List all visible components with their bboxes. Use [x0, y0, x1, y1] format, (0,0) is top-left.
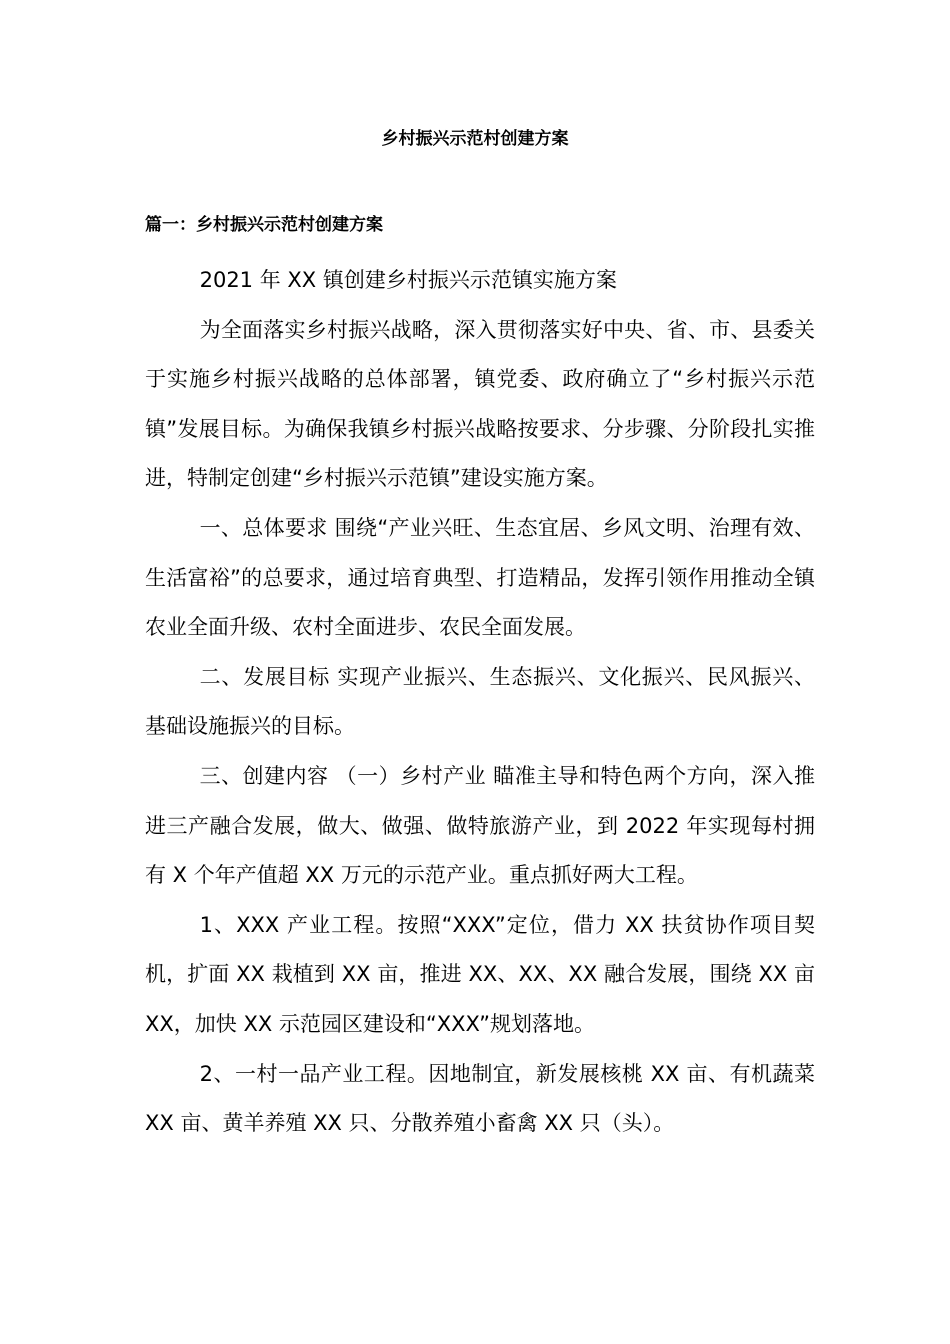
document-body: [145, 256, 815, 1149]
document-title: 乡村振兴示范村创建方案: [381, 129, 569, 149]
section-heading: 篇一：乡村振兴示范村创建方案: [145, 215, 383, 235]
creation-content-paragraph: 三、创建内容 （一）乡村产业 瞄准主导和特色两个方向，深入推进三产融合发展，做大、做强、做特旅游产业，到 2022 年实现每村拥有 X 个年产值超 XX 万元的示范产业。重点抓好两大工程。: [145, 763, 815, 888]
development-goals-paragraph: 二、发展目标 实现产业振兴、生态振兴、文化振兴、民风振兴、基础设施振兴的目标。: [145, 664, 815, 739]
one-village-one-product-paragraph: 2、一村一品产业工程。因地制宜，新发展核桃 XX 亩、有机蔬菜 XX 亩、黄羊养殖 XX 只、分散养殖小畜禽 XX 只（头）。: [145, 1061, 815, 1136]
plan-title-paragraph: 2021 年 XX 镇创建乡村振兴示范镇实施方案: [199, 268, 617, 292]
industry-project-paragraph: 1、XXX 产业工程。按照“XXX”定位，借力 XX 扶贫协作项目契机，扩面 XX 栽植到 XX 亩，推进 XX、XX、XX 融合发展，围绕 XX 亩 XX，加快 XX 示范园区建设和“XXX”规划落地。: [145, 912, 815, 1036]
intro-paragraph: 为全面落实乡村振兴战略，深入贯彻落实好中央、省、市、县委关于实施乡村振兴战略的总体部署，镇党委、政府确立了“乡村振兴示范镇”发展目标。为确保我镇乡村振兴战略按要求、分步骤、分阶段扎实推进，特制定创建“乡村振兴示范镇”建设实施方案。: [145, 317, 815, 491]
general-requirements-paragraph: 一、总体要求 围绕“产业兴旺、生态宜居、乡风文明、治理有效、生活富裕”的总要求，通过培育典型、打造精品，发挥引领作用推动全镇农业全面升级、农村全面进步、农民全面发展。: [145, 515, 815, 640]
